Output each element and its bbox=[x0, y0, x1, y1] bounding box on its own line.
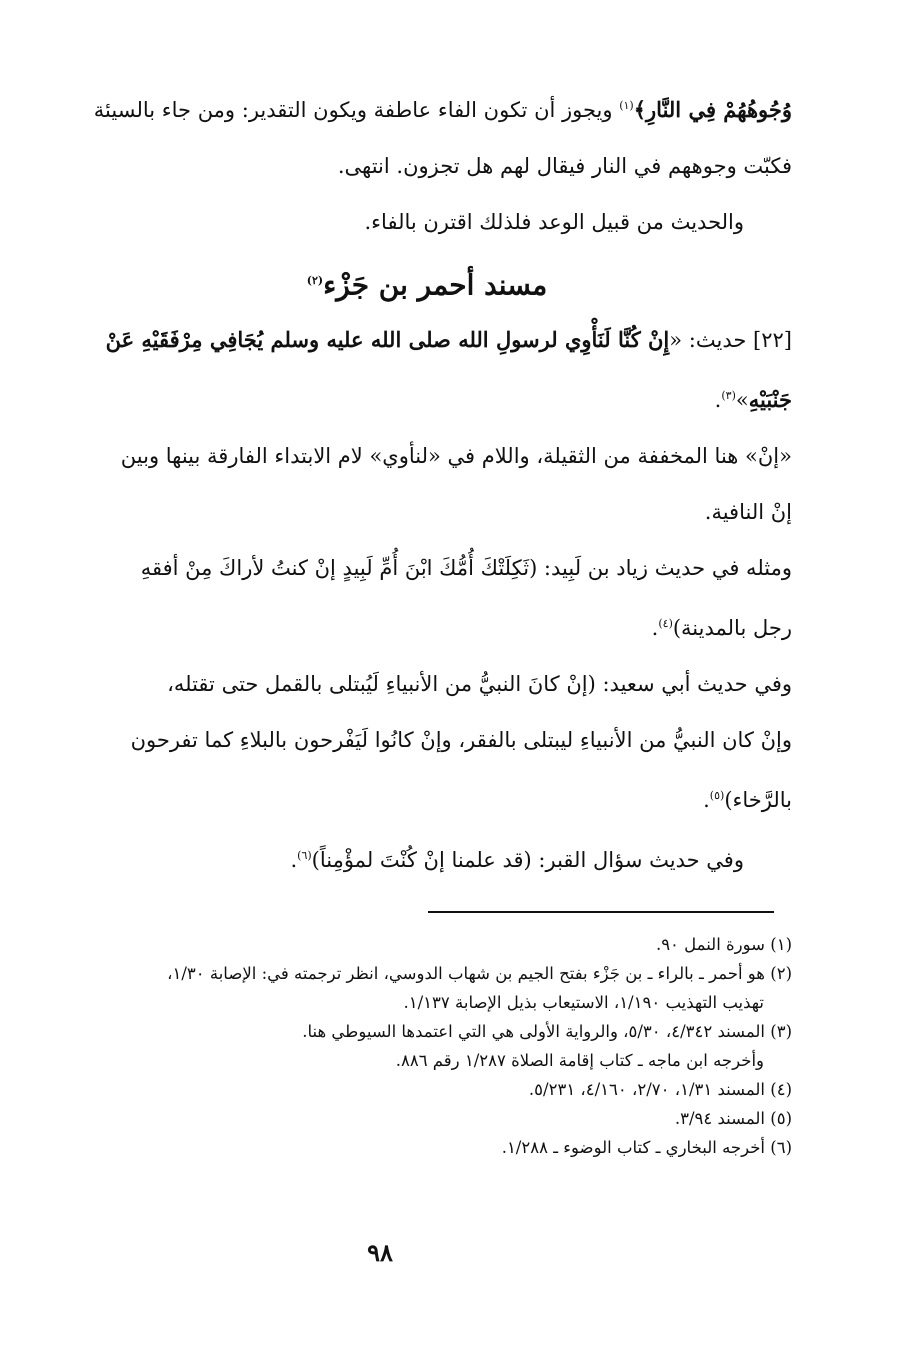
paragraph-3-line-2: إنْ النافية. bbox=[704, 500, 792, 524]
footnote-ref-6[interactable]: (٦) bbox=[297, 849, 312, 862]
paragraph-1-line-1 bbox=[62, 78, 792, 138]
hadith-number: [٢٢] bbox=[753, 328, 792, 352]
footnote-separator bbox=[428, 911, 774, 913]
paragraph-4-line-2 bbox=[62, 596, 792, 656]
paragraph-4-line-1: ومثله في حديث زياد بن لَبِيد: (ثَكِلَتْكَ أُمُّكَ ابْنَ أُمِّ لَبِيدٍ إنْ كنتُ لأراكَ مِنْ أفقهِ bbox=[140, 556, 792, 580]
paragraph-3-line-1: «إنْ» هنا المخففة من الثقيلة، واللام في «لنأوي» لام الابتداء الفارقة بينها وبين bbox=[120, 444, 792, 468]
footnote-ref-2[interactable]: (٢) bbox=[306, 274, 324, 287]
hadith-end: . bbox=[714, 388, 722, 412]
footnote-6: (٦) أخرجه البخاري ـ كتاب الوضوء ـ ١/٢٨٨. bbox=[501, 1138, 792, 1157]
paragraph-4 bbox=[62, 540, 792, 656]
footnote-1: (١) سورة النمل ٩٠. bbox=[655, 935, 792, 954]
paragraph-5-line-2: وإنْ كان النبيُّ من الأنبياءِ ليبتلى بالفقر، وإنْ كانُوا لَيَفْرحون بالبلاءِ كما تفرحون bbox=[130, 728, 792, 752]
footnote-ref-1[interactable]: (١) bbox=[619, 99, 634, 112]
footnote-2-line-1: (٢) هو أحمر ـ بالراء ـ بن جَزْء بفتح الجيم بن شهاب الدوسي، انظر ترجمته في: الإصابة ١/٣٠، bbox=[167, 964, 792, 983]
footnote-5: (٥) المسند ٣/٩٤. bbox=[674, 1109, 792, 1128]
paragraph-1-line-2: فكبّت وجوههم في النار فيقال لهم هل تجزون. انتهى. bbox=[337, 154, 792, 178]
paragraph-5 bbox=[62, 656, 792, 828]
paragraph-5-line-1: وفي حديث أبي سعيد: (إنْ كانَ النبيُّ من الأنبياءِ لَيُبتلى بالقمل حتى تقتله، bbox=[167, 672, 792, 696]
footnote-2-line-2: تهذيب التهذيب ١/١٩٠، الاستيعاب بذيل الإصابة ١/١٣٧. bbox=[403, 993, 764, 1012]
page-number: ٩٨ bbox=[367, 1238, 393, 1267]
hadith-22-line-1 bbox=[62, 312, 792, 368]
hadith-22 bbox=[62, 312, 792, 428]
hadith-label: حديث: « bbox=[669, 328, 754, 352]
footnote-3-line-1: (٣) المسند ٤/٣٤٢، ٥/٣٠، والرواية الأولى هي التي اعتمدها السيوطي هنا. bbox=[302, 1022, 792, 1041]
hadith-close-quote: » bbox=[735, 388, 749, 412]
footnote-3-line-2: وأخرجه ابن ماجه ـ كتاب إقامة الصلاة ١/٢٨٧ رقم ٨٨٦. bbox=[395, 1051, 764, 1070]
paragraph-1 bbox=[62, 78, 792, 194]
paragraph-4-text: رجل بالمدينة) bbox=[672, 616, 792, 640]
paragraph-4-end: . bbox=[651, 616, 659, 640]
footnote-ref-4[interactable]: (٤) bbox=[658, 617, 673, 630]
paragraph-5-text: بالرَّخاء) bbox=[724, 788, 792, 812]
quran-verse: وُجُوهُهُمْ فِي النَّارِ﴾ bbox=[633, 97, 792, 122]
hadith-text-2: جَنْبَيْهِ bbox=[748, 387, 792, 412]
footnote-ref-3[interactable]: (٣) bbox=[721, 389, 736, 402]
paragraph-5-end: . bbox=[703, 788, 710, 812]
footnote-ref-5[interactable]: (٥) bbox=[709, 789, 725, 802]
paragraph-2: والحديث من قبيل الوعد فلذلك اقترن بالفاء. bbox=[364, 210, 744, 234]
paragraph-1-text: ويجوز أن تكون الفاء عاطفة ويكون التقدير: ومن جاء بالسيئة bbox=[93, 98, 620, 122]
paragraph-6 bbox=[62, 828, 792, 888]
footnotes bbox=[40, 930, 792, 1162]
paragraph-6-text: وفي حديث سؤال القبر: (قد علمنا إنْ كُنْتَ لمؤْمِناً) bbox=[311, 848, 744, 872]
section-heading-text: مسند أحمر بن جَزْء bbox=[323, 268, 548, 302]
paragraph-6-end: . bbox=[290, 848, 298, 872]
hadith-text-1: إِنْ كُنَّا لَنَأْوِي لرسولِ الله صلى الله عليه وسلم يُجَافِي مِرْفَقَيْهِ عَنْ bbox=[105, 327, 670, 352]
hadith-22-line-2 bbox=[62, 368, 792, 428]
section-heading bbox=[62, 250, 792, 312]
main-text bbox=[62, 78, 792, 888]
paragraph-5-line-3 bbox=[62, 768, 792, 828]
footnote-4: (٤) المسند ١/٣١، ٢/٧٠، ٤/١٦٠، ٥/٢٣١. bbox=[528, 1080, 792, 1099]
paragraph-3 bbox=[62, 428, 792, 540]
